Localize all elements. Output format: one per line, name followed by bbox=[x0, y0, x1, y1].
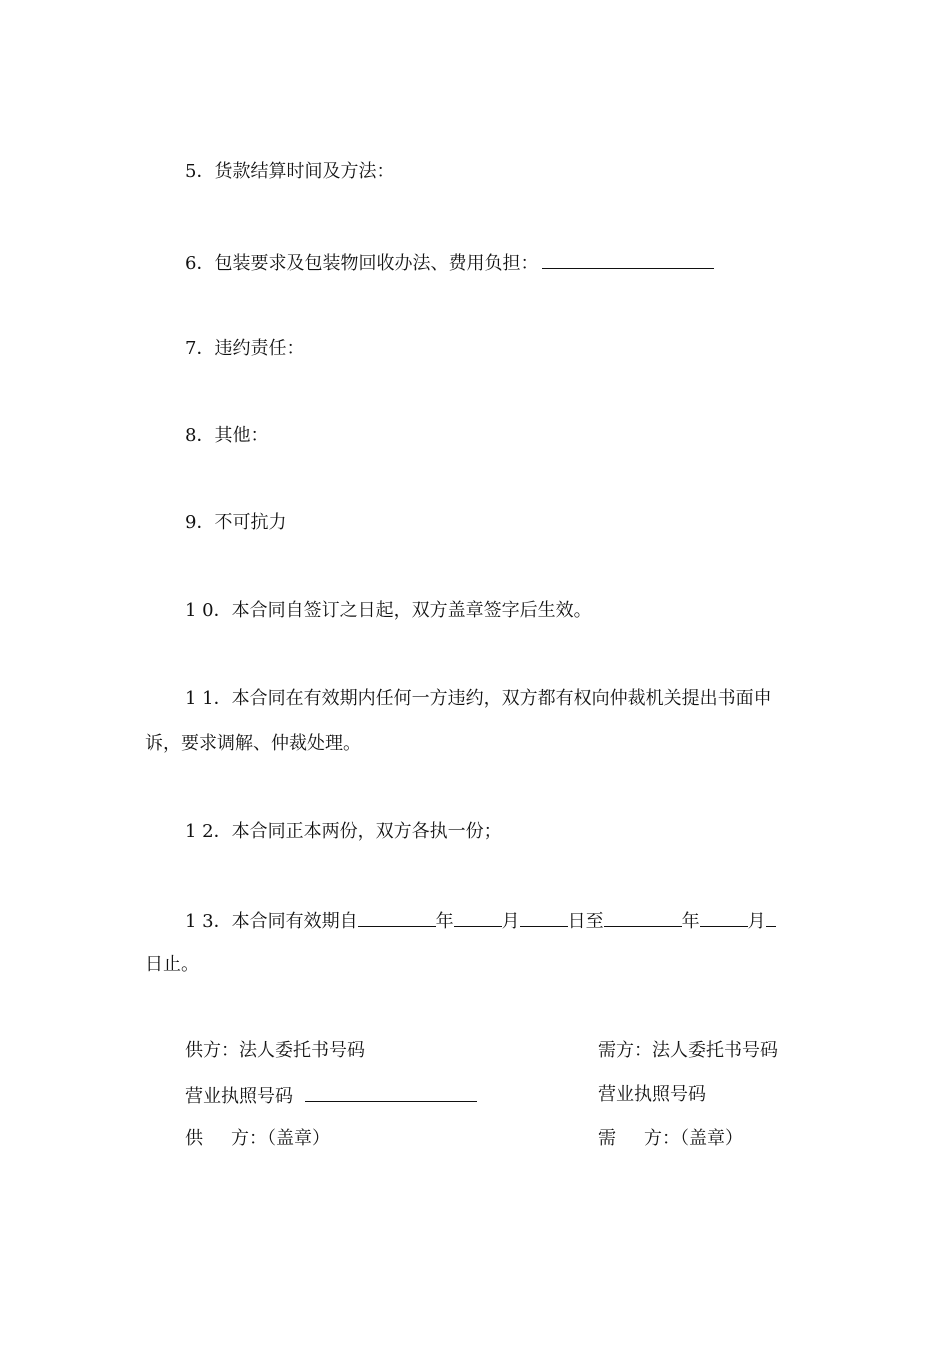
buyer-seal bbox=[598, 1127, 743, 1151]
buyer-license: 营业执照号码 bbox=[598, 1084, 706, 1105]
end-month-blank[interactable] bbox=[700, 908, 748, 927]
supplier-seal bbox=[185, 1127, 330, 1151]
clause-13-year-1: 年 bbox=[435, 911, 454, 932]
end-day-blank[interactable] bbox=[766, 908, 776, 927]
clause-10: 1 0．本合同自签订之日起，双方盖章签字后生效。 bbox=[185, 600, 592, 621]
clause-11-line-2: 诉，要求调解、仲裁处理。 bbox=[145, 733, 361, 754]
supplier-license bbox=[185, 1083, 477, 1109]
clause-12: 1 2．本合同正本两份，双方各执一份； bbox=[185, 821, 502, 842]
supplier-proxy: 供方：法人委托书号码 bbox=[185, 1040, 365, 1061]
start-month-blank[interactable] bbox=[454, 908, 502, 927]
start-year-blank[interactable] bbox=[358, 908, 436, 927]
clause-13-year-2: 年 bbox=[681, 911, 700, 932]
buyer-party-suffix: 方：（盖章） bbox=[644, 1128, 743, 1149]
clause-6-text: 6．包装要求及包装物回收办法、费用负担： bbox=[185, 253, 539, 274]
clause-13-prefix: 1 3．本合同有效期自 bbox=[185, 911, 358, 932]
start-day-blank[interactable] bbox=[520, 908, 568, 927]
clause-8: 8．其他： bbox=[185, 425, 269, 446]
clause-13-month-2: 月 bbox=[747, 911, 766, 932]
clause-11-line-1: 1 1．本合同在有效期内任何一方违约，双方都有权向仲裁机关提出书面申 bbox=[185, 688, 772, 709]
clause-13-line-1 bbox=[185, 908, 776, 934]
buyer-proxy: 需方：法人委托书号码 bbox=[598, 1040, 778, 1061]
supplier-party-suffix: 方：（盖章） bbox=[231, 1128, 330, 1149]
end-year-blank[interactable] bbox=[604, 908, 682, 927]
clause-9: 9．不可抗力 bbox=[185, 512, 287, 533]
clause-6-blank[interactable] bbox=[542, 250, 714, 269]
supplier-license-label: 营业执照号码 bbox=[185, 1086, 293, 1107]
clause-13-month-1: 月 bbox=[501, 911, 520, 932]
clause-6 bbox=[185, 250, 714, 276]
clause-5: 5．货款结算时间及方法： bbox=[185, 161, 395, 182]
supplier-party-label: 供 bbox=[185, 1128, 203, 1149]
clause-13-line-2: 日止。 bbox=[145, 954, 199, 975]
clause-7: 7．违约责任： bbox=[185, 338, 305, 359]
clause-13-day-1: 日至 bbox=[567, 911, 604, 932]
buyer-party-label: 需 bbox=[598, 1128, 616, 1149]
supplier-license-blank[interactable] bbox=[305, 1083, 477, 1102]
